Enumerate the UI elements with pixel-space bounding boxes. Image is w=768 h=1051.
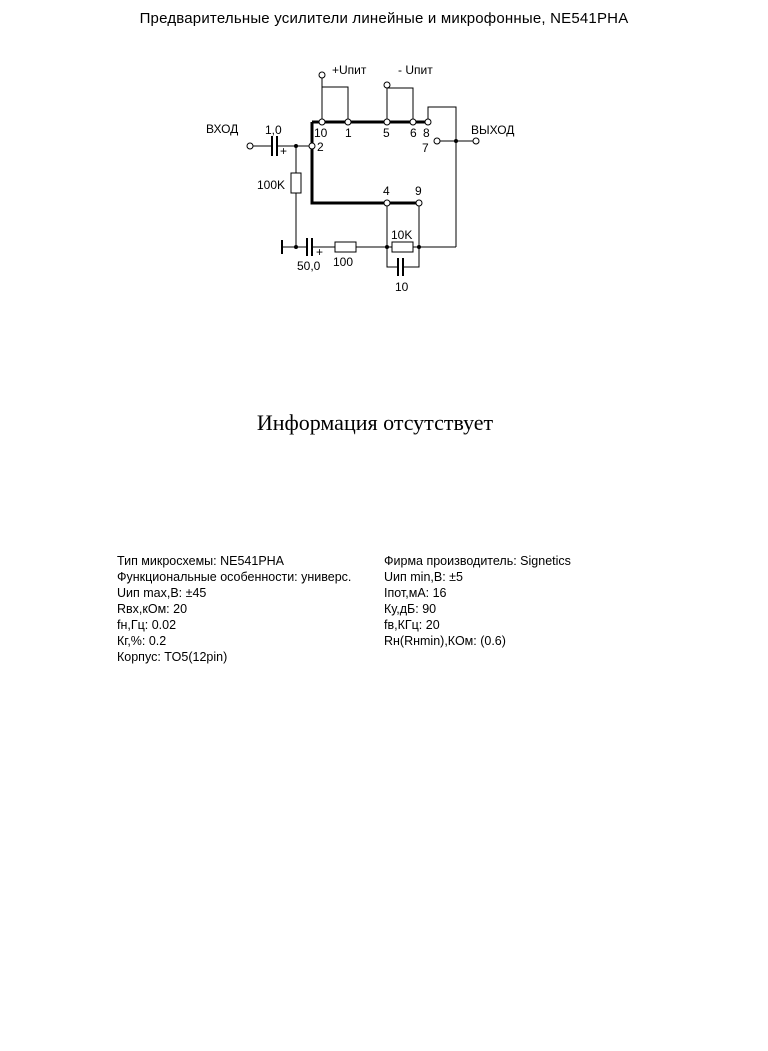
spec-thd: Кг,%: 0.2 [117, 634, 167, 648]
cin-value-label: 1,0 [265, 123, 282, 137]
circuit-schematic [0, 0, 768, 320]
pin8-loop [428, 107, 456, 141]
ccomp-value-label: 10 [395, 280, 409, 294]
pin-2 [309, 143, 315, 149]
rbias-value-label: 100K [257, 178, 286, 192]
pin-10 [319, 119, 325, 125]
cfb-polarity-label: + [316, 245, 324, 259]
pin-number: 6 [410, 126, 417, 140]
resistor-100 [335, 242, 356, 252]
pin-9 [416, 200, 422, 206]
vplus-bridge [322, 87, 348, 122]
spec-load-resistance: Rн(Rнmin),КОм: (0.6) [384, 634, 506, 648]
r10k-value-label: 10K [391, 228, 413, 242]
pin-7 [434, 138, 440, 144]
spec-vsupply-min: Uип min,В: ±5 [384, 570, 463, 584]
spec-manufacturer: Фирма производитель: Signetics [384, 554, 571, 568]
resistor-100k [291, 173, 301, 193]
junction-dot [294, 144, 298, 148]
specs-left-column [117, 553, 385, 665]
vminus-bridge [387, 88, 413, 122]
pin-number: 1 [345, 126, 352, 140]
spec-vsupply-max: Uип max,В: ±45 [117, 586, 207, 600]
cin-polarity-label: + [280, 144, 288, 158]
spec-input-resistance: Rвх,кОм: 20 [117, 602, 188, 616]
spec-f-low: fн,Гц: 0.02 [117, 618, 177, 632]
input-terminal [247, 143, 253, 149]
pin-number: 8 [423, 126, 430, 140]
spec-supply-current: Iпот,мА: 16 [384, 586, 447, 600]
vminus-terminal [384, 82, 390, 88]
pin-number: 5 [383, 126, 390, 140]
no-info-message: Информация отсутствует [256, 410, 494, 435]
resistor-10k [392, 242, 413, 252]
junction-dot [454, 139, 458, 143]
pin-6 [410, 119, 416, 125]
pin-number: 4 [383, 184, 390, 198]
spec-features: Функциональные особенности: универс. [117, 570, 352, 584]
output-terminal [473, 138, 479, 144]
ic-body-left [312, 122, 419, 203]
pin-1 [345, 119, 351, 125]
vplus-terminal [319, 72, 325, 78]
spec-gain: Ку,дБ: 90 [384, 602, 437, 616]
specs-right-column [384, 553, 684, 649]
page-title: Предварительные усилители линейные и микрофонные, NE541PHA [139, 10, 629, 27]
junction-dot [294, 245, 298, 249]
input-label: ВХОД [206, 122, 239, 136]
spec-f-high: fв,КГц: 20 [384, 618, 440, 632]
pin-number: 9 [415, 184, 422, 198]
pin-4 [384, 200, 390, 206]
junction-dot [385, 245, 389, 249]
spec-package: Корпус: TO5(12pin) [117, 650, 228, 664]
r100-value-label: 100 [333, 255, 354, 269]
output-label: ВЫХОД [471, 123, 515, 137]
cfb-value-label: 50,0 [297, 259, 321, 273]
spec-chip-type: Тип микросхемы: NE541PHA [117, 554, 285, 568]
junction-dot [417, 245, 421, 249]
pin-number: 10 [314, 126, 328, 140]
pin-8 [425, 119, 431, 125]
pin-number: 2 [317, 140, 324, 154]
vminus-label: - Uпит [398, 63, 433, 77]
pin-number: 7 [422, 141, 429, 155]
pin-5 [384, 119, 390, 125]
vplus-label: +Uпит [332, 63, 367, 77]
